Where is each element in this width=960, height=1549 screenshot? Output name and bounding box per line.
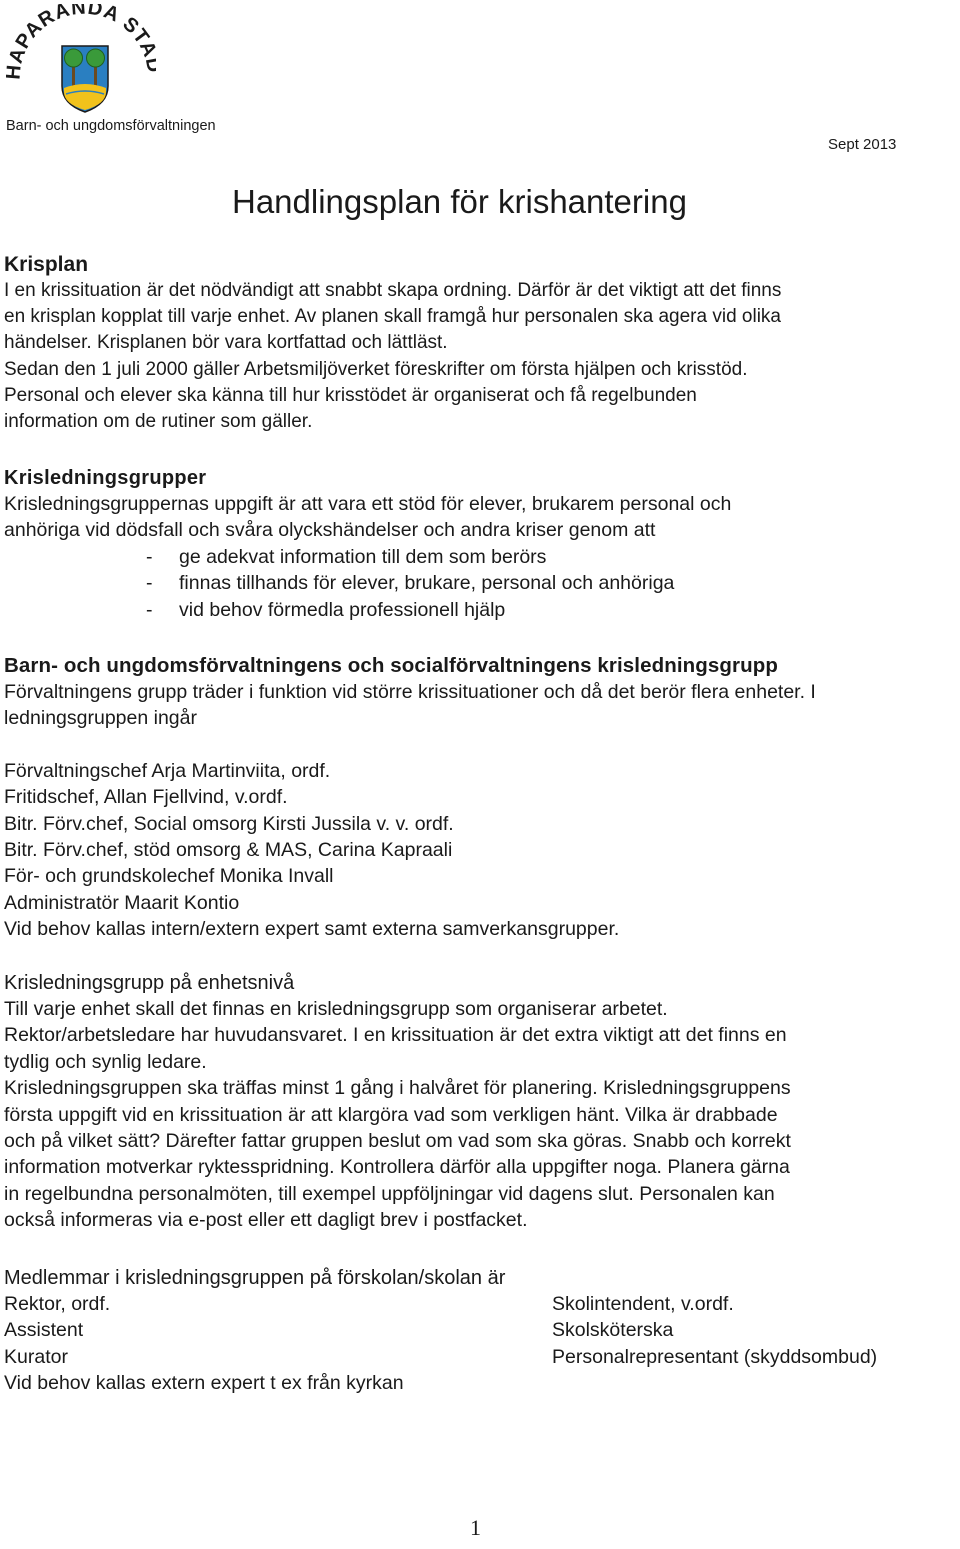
list-item xyxy=(146,570,956,596)
page-number: 1 xyxy=(470,1515,481,1540)
role-right: Skolsköterska xyxy=(552,1319,674,1342)
paragraph-line: också informeras via e-post eller ett dagligt brev i postfacket. xyxy=(4,1209,528,1232)
section-heading: Krisledningsgrupper xyxy=(4,467,207,489)
task-list xyxy=(4,544,956,623)
member-line: Vid behov kallas intern/extern expert samt externa samverkansgrupper. xyxy=(4,918,620,941)
section-krisplan xyxy=(4,252,956,435)
bullet-marker: - xyxy=(146,572,153,595)
list-item-text: vid behov förmedla professionell hjälp xyxy=(179,598,506,621)
paragraph-line: information om de rutiner som gäller. xyxy=(4,411,313,433)
role-left: Kurator xyxy=(4,1345,68,1368)
section-heading: Krisplan xyxy=(4,253,89,276)
role-right: Personalrepresentant (skyddsombud) xyxy=(552,1345,878,1368)
section-heading: Medlemmar i krisledningsgruppen på förskolan/skolan är xyxy=(4,1267,506,1289)
member-line: Fritidschef, Allan Fjellvind, v.ordf. xyxy=(4,786,288,809)
logo-text: APARANDA ST xyxy=(6,4,153,67)
paragraph-line: Förvaltningens grupp träder i funktion vid större krissituationer och då det berör flera enheter. I xyxy=(4,681,816,703)
role-left: Rektor, ordf. xyxy=(4,1293,111,1315)
paragraph-line: in regelbundna personalmöten, till exempel uppföljningar vid dagens slut. Personalen kan xyxy=(4,1182,775,1205)
paragraph-line: Personal och elever ska känna till hur krisstödet är organiserat och få regelbunden xyxy=(4,384,697,406)
list-item xyxy=(146,597,956,623)
paragraph-line: ledningsgruppen ingår xyxy=(4,707,197,730)
member-line: Administratör Maarit Kontio xyxy=(4,891,240,914)
section-medlemmar xyxy=(4,1265,956,1397)
paragraph-line: Rektor/arbetsledare har huvudansvaret. I en krissituation är det extra viktigt att det finns en xyxy=(4,1024,787,1047)
role-right: Skolintendent, v.ordf. xyxy=(552,1293,734,1315)
paragraph-line: en krisplan kopplat till varje enhet. Av planen skall framgå hur personalen ska agera vid olika xyxy=(4,306,781,328)
section-forvaltningens-krisledningsgrupp xyxy=(4,653,956,943)
bullet-marker: - xyxy=(146,598,153,621)
section-heading: Krisledningsgrupp på enhetsnivå xyxy=(4,972,295,994)
paragraph-line: Krisledningsgruppen ska träffas minst 1 gång i halvåret för planering. Krisledningsgruppens xyxy=(4,1077,791,1100)
paragraph-line: första uppgift vid en krissituation är att klargöra vad som verkligen hänt. Vilka är drabbade xyxy=(4,1103,778,1126)
paragraph-line: anhöriga vid dödsfall och svåra olyckshändelser och andra kriser genom att xyxy=(4,519,656,542)
paragraph-line: Vid behov kallas extern expert t ex från kyrkan xyxy=(4,1372,404,1395)
paragraph-line: Till varje enhet skall det finnas en krisledningsgrupp som organiserar arbetet. xyxy=(4,998,668,1020)
document-date: Sept 2013 xyxy=(828,136,897,153)
section-krisledningsgrupper xyxy=(4,465,956,623)
member-line: Bitr. Förv.chef, Social omsorg Kirsti Jussila v. v. ordf. xyxy=(4,812,454,835)
member-roles-grid xyxy=(4,1291,956,1370)
paragraph-line: information motverkar ryktesspridning. Kontrollera därför alla uppgifter noga. Planera gärna xyxy=(4,1156,790,1179)
section-heading: Barn- och ungdomsförvaltningens och socialförvaltningens krisledningsgrupp xyxy=(4,654,778,677)
member-line: För- och grundskolechef Monika Invall xyxy=(4,865,334,888)
paragraph-line: tydlig och synlig ledare. xyxy=(4,1050,207,1073)
list-item-text: finnas tillhands för elever, brukare, personal och anhöriga xyxy=(179,572,675,595)
paragraph-line: händelser. Krisplanen bör vara kortfattad och lättläst. xyxy=(4,332,448,354)
member-list xyxy=(4,758,956,943)
member-line: Förvaltningschef Arja Martinviita, ordf. xyxy=(4,759,331,782)
organization-name: Barn- och ungdomsförvaltningen xyxy=(6,118,216,134)
section-enhetsniva xyxy=(4,970,956,1234)
list-item xyxy=(146,544,956,570)
paragraph-line: Krisledningsgruppernas uppgift är att vara ett stöd för elever, brukarem personal och xyxy=(4,493,732,515)
list-item-text: ge adekvat information till dem som berörs xyxy=(179,545,547,568)
paragraph-line: I en krissituation är det nödvändigt att snabbt skapa ordning. Därför är det viktigt att det finns xyxy=(4,280,782,301)
paragraph-line: Sedan den 1 juli 2000 gäller Arbetsmiljöverket föreskrifter om första hjälpen och krisstöd. xyxy=(4,358,748,380)
member-line: Bitr. Förv.chef, stöd omsorg & MAS, Carina Kapraali xyxy=(4,839,453,862)
bullet-marker: - xyxy=(146,545,153,568)
role-left: Assistent xyxy=(4,1319,84,1342)
paragraph-line: och på vilket sätt? Därefter fattar gruppen beslut om vad som ska göras. Snabb och korrekt xyxy=(4,1130,791,1153)
haparanda-stad-logo xyxy=(6,4,156,116)
document-title: Handlingsplan för krishantering xyxy=(232,183,687,220)
